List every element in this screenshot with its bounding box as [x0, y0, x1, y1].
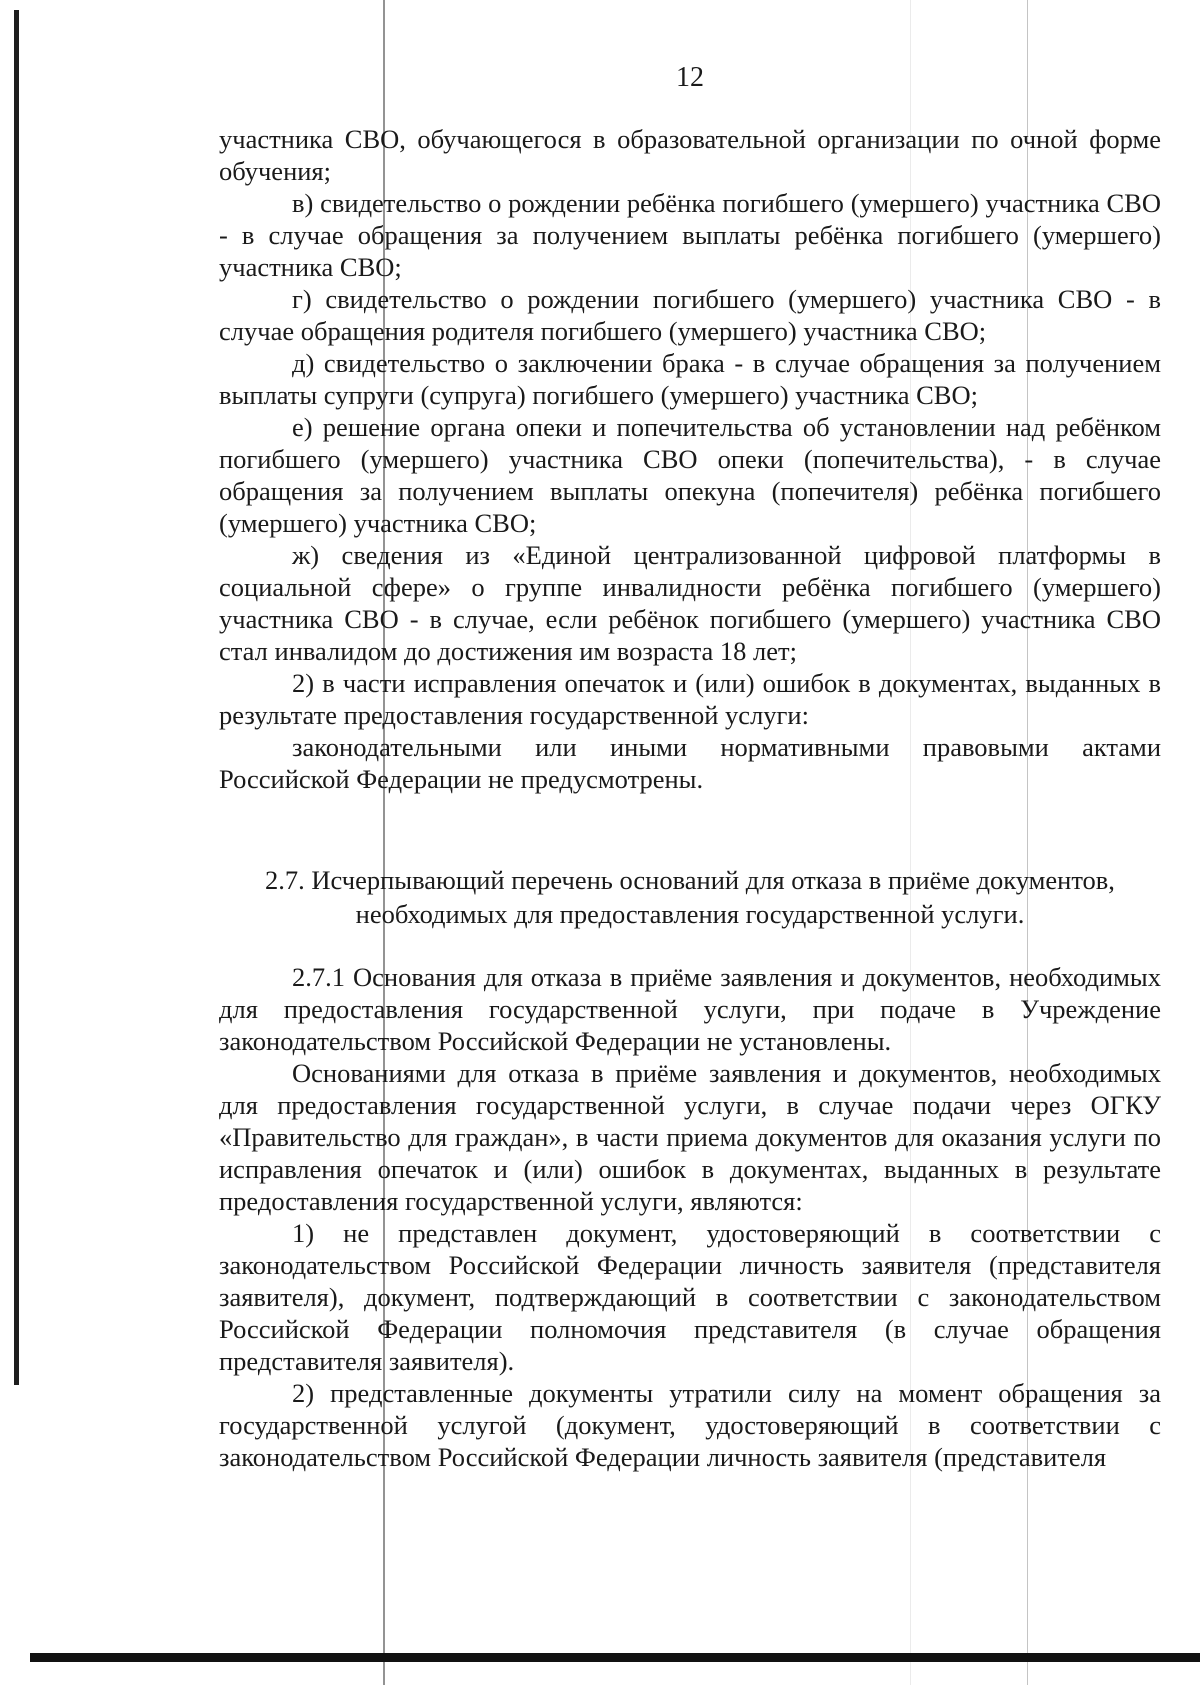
paragraph: в) свидетельство о рождении ребёнка погибшего (умершего) участника СВО - в случае обращения за получением выплаты ребёнка погибшего (умершего) участника СВО; — [219, 188, 1161, 282]
section-heading: 2.7. Исчерпывающий перечень оснований для отказа в приёме документов, необходимых для предоставления государственной услуги. — [265, 865, 1115, 929]
paragraph: Основаниями для отказа в приёме заявления и документов, необходимых для предоставления государственной услуги, в случае подачи через ОГКУ «Правительство для граждан», в части приема документов для оказания услуги по исправления опечаток и (или) ошибок в документах, выданных в результате предоставления государственной услуги, являются: — [219, 1058, 1161, 1216]
paragraph: 2) в части исправления опечаток и (или) ошибок в документах, выданных в результате предоставления государственной услуги: — [219, 668, 1161, 730]
paragraph: 2) представленные документы утратили силу на момент обращения за государственной услугой (документ, удостоверяющий в соответствии с законодательством Российской Федерации личность заявителя (представителя — [219, 1378, 1161, 1472]
scan-edge-left — [14, 10, 19, 1385]
paragraph: д) свидетельство о заключении брака - в случае обращения за получением выплаты супруги (супруга) погибшего (умершего) участника СВО; — [219, 348, 1161, 410]
paragraph: законодательными или иными нормативными правовыми актами Российской Федерации не предусмотрены. — [219, 732, 1161, 794]
paragraph: е) решение органа опеки и попечительства об установлении над ребёнком погибшего (умершего) участника СВО опеки (попечительства), - в случае обращения за получением выплаты опекуна (попечителя) ребёнка погибшего (умершего) участника СВО; — [219, 412, 1161, 538]
paragraph: г) свидетельство о рождении погибшего (умершего) участника СВО - в случае обращения родителя погибшего (умершего) участника СВО; — [219, 284, 1161, 346]
paragraph: ж) сведения из «Единой централизованной цифровой платформы в социальной сфере» о группе инвалидности ребёнка погибшего (умершего) участника СВО - в случае, если ребёнок погибшего (умершего) участника СВО стал инвалидом до достижения им возраста 18 лет; — [219, 540, 1161, 666]
paragraph: 1) не представлен документ, удостоверяющий в соответствии с законодательством Российской Федерации личность заявителя (представителя заявителя), документ, подтверждающий в соответствии с законодательством Российской Федерации полномочия представителя (в случае обращения представителя заявителя). — [219, 1218, 1161, 1376]
document-body — [219, 123, 1161, 1473]
page-number: 12 — [676, 62, 704, 93]
paragraph: 2.7.1 Основания для отказа в приёме заявления и документов, необходимых для предоставления государственной услуги, при подаче в Учреждение законодательством Российской Федерации не установлены. — [219, 962, 1161, 1056]
scan-bottom-border — [30, 1653, 1200, 1662]
paragraph: участника СВО, обучающегося в образовательной организации по очной форме обучения; — [219, 124, 1161, 186]
